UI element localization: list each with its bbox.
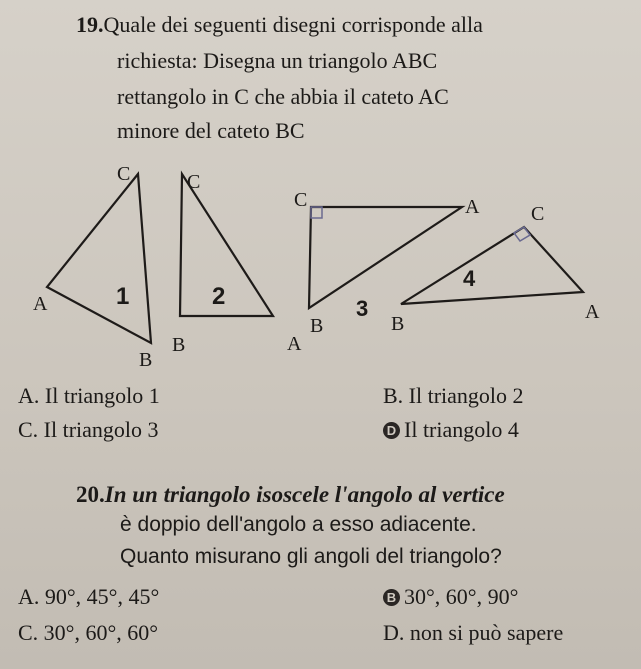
t3-vertex-b: B [310,315,324,337]
q19-option-b[interactable]: B. Il triangolo 2 [383,383,524,408]
t4-vertex-c: C [531,203,545,225]
t2-vertex-b: B [172,334,186,356]
q19-line-1 [76,10,483,39]
q19-number: 19. [76,12,104,37]
t1-vertex-c: C [117,163,131,185]
t1-vertex-b: B [139,349,153,371]
t4-number-label: 4 [463,266,476,291]
q19-line-4: minore del cateto BC [117,118,305,143]
q19-option-d-marker: D [383,422,400,439]
q19-option-d[interactable] [383,417,519,443]
triangle-4 [391,203,600,335]
q19-line-3: rettangolo in C che abbia il cateto AC [117,84,449,109]
q19-option-a[interactable]: A. Il triangolo 1 [18,383,160,408]
q20-option-b[interactable] [383,584,518,610]
q20-option-c[interactable]: C. 30°, 60°, 60° [18,620,159,645]
q19-option-d-text: Il triangolo 4 [404,417,519,442]
t2-number-label: 2 [212,283,226,310]
triangle-3 [294,189,480,337]
q20-option-b-text: 30°, 60°, 90° [404,584,519,609]
q20-line-3: Quanto misurano gli angoli del triangolo? [120,545,502,568]
q19-option-c[interactable]: C. Il triangolo 3 [18,417,159,442]
q20-number: 20. [76,482,105,507]
t3-vertex-c: C [294,189,308,211]
q19-triangles-figure [0,150,641,380]
t1-vertex-a: A [33,293,48,315]
t2-vertex-a: A [287,333,302,355]
q19-line-1-text: Quale dei seguenti disegni corrisponde alla [103,12,483,37]
t3-vertex-a: A [465,196,480,218]
q20-option-a[interactable]: A. 90°, 45°, 45° [18,584,160,609]
q20-line-2: è doppio dell'angolo a esso adiacente. [120,513,477,536]
triangle-1 [33,163,152,371]
t2-vertex-c: C [187,171,201,193]
t4-vertex-b: B [391,313,405,335]
q20-line-1-text: In un triangolo isoscele l'angolo al vertice [104,482,505,507]
q20-line-1 [76,480,505,510]
t4-vertex-a: A [585,301,600,323]
t1-number-label: 1 [116,283,130,310]
q20-option-b-marker: B [383,589,400,606]
q20-option-d[interactable]: D. non si può sapere [383,620,564,645]
triangle-2 [172,171,302,356]
t3-number-label: 3 [356,296,369,321]
q19-line-2: richiesta: Disegna un triangolo ABC [117,48,438,73]
